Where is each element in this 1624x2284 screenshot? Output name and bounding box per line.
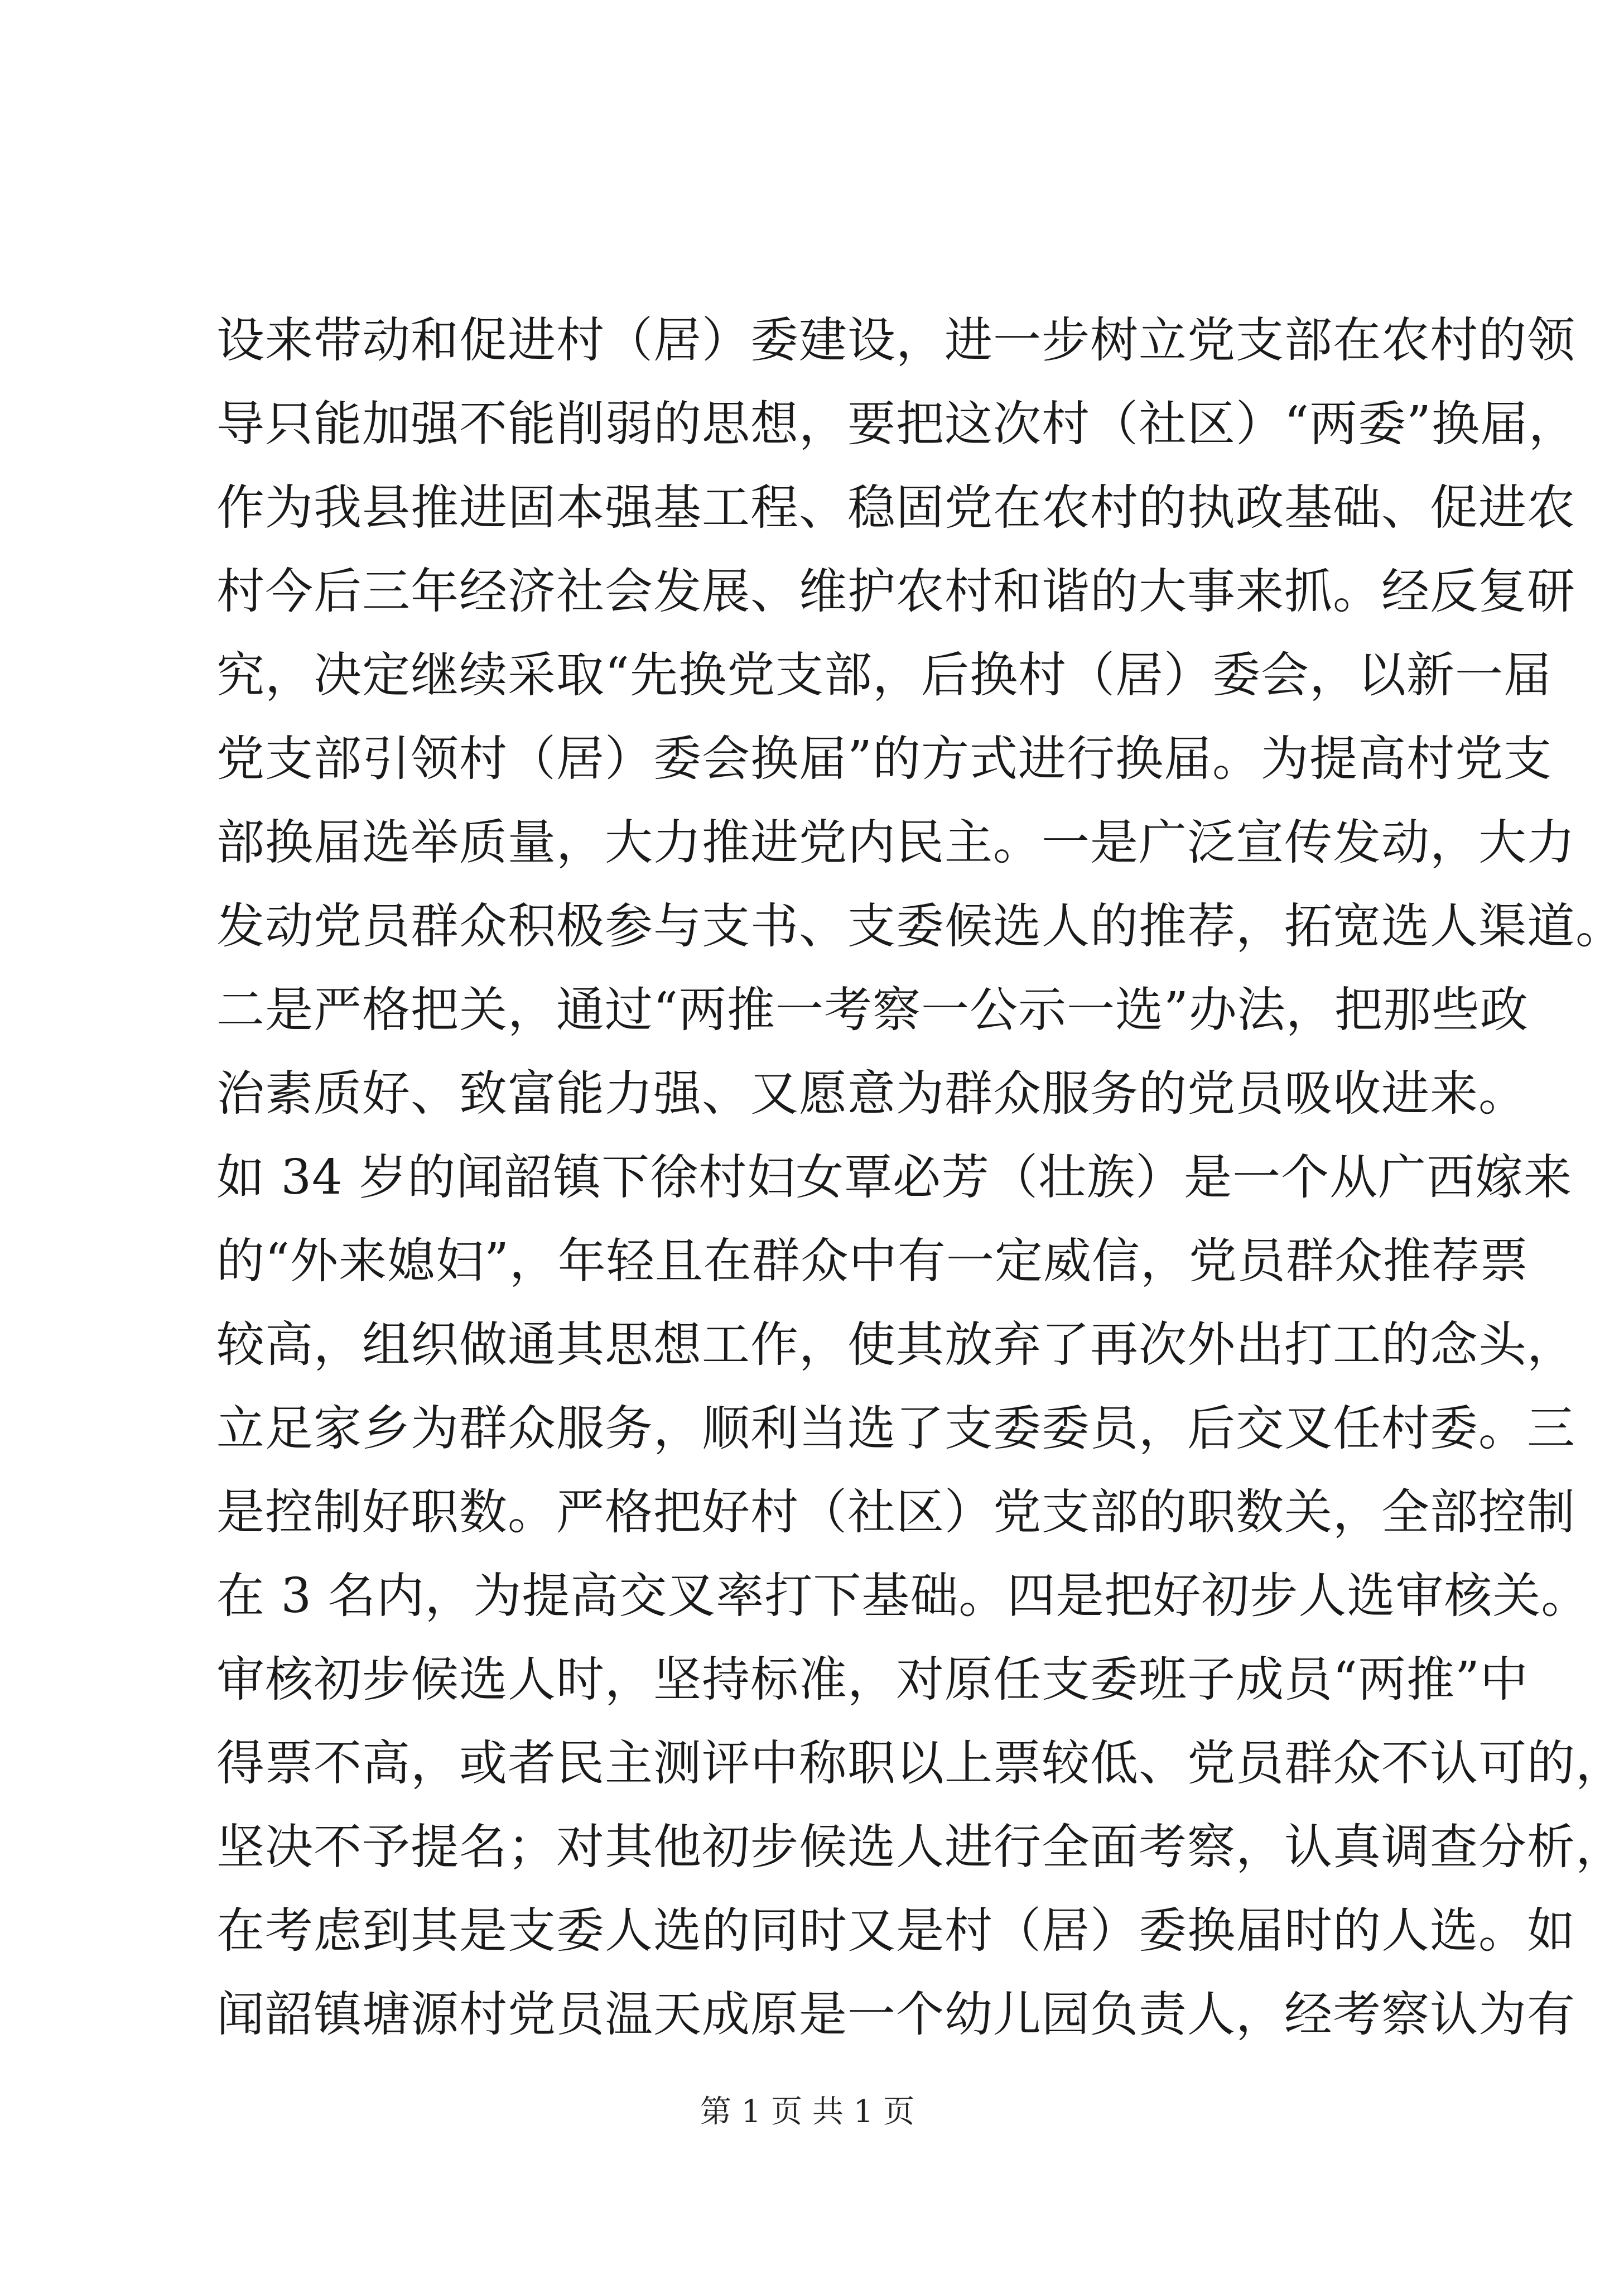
text-line: 在 3 名内，为提高交叉率打下基础。四是把好初步人选审核关。 [216, 1568, 1590, 1624]
text-line: 立足家乡为群众服务，顺利当选了支委委员，后交叉任村委。三 [216, 1401, 1575, 1456]
page-footer [0, 2090, 1615, 2134]
text-line: 是控制好职数。严格把好村（社区）党支部的职数关，全部控制 [216, 1484, 1575, 1540]
page-number-label: 第 1 页 共 1 页 [700, 2094, 915, 2130]
text-line: 部换届选举质量，大力推进党内民主。一是广泛宣传发动，大力 [216, 815, 1575, 871]
text-line: 导只能加强不能削弱的思想，要把这次村（社区）“两委”换届， [216, 396, 1577, 452]
text-line: 作为我县推进固本强基工程、稳固党在农村的执政基础、促进农 [216, 480, 1575, 536]
text-line: 得票不高，或者民主测评中称职以上票较低、党员群众不认可的， [216, 1735, 1624, 1791]
text-line: 坚决不予提名；对其他初步候选人进行全面考察，认真调查分析， [216, 1819, 1624, 1875]
document-body [216, 299, 1624, 2056]
text-line: 治素质好、致富能力强、又愿意为群众服务的党员吸收进来。 [216, 1066, 1527, 1122]
text-line: 村今后三年经济社会发展、维护农村和谐的大事来抓。经反复研 [216, 564, 1575, 619]
text-line: 较高，组织做通其思想工作，使其放弃了再次外出打工的念头， [216, 1317, 1575, 1373]
text-line: 发动党员群众积极参与支书、支委候选人的推荐，拓宽选人渠道。 [216, 898, 1624, 954]
text-line: 设来带动和促进村（居）委建设，进一步树立党支部在农村的领 [216, 312, 1575, 368]
text-line: 究，决定继续采取“先换党支部，后换村（居）委会，以新一届 [216, 647, 1552, 703]
text-line: 在考虑到其是支委人选的同时又是村（居）委换届时的人选。如 [216, 1903, 1575, 1959]
text-line: 二是严格把关，通过“两推一考察一公示一选”办法，把那些政 [216, 982, 1529, 1038]
text-line: 如 34 岁的闻韶镇下徐村妇女覃必芳（壮族）是一个从广西嫁来 [216, 1150, 1573, 1205]
text-line: 党支部引领村（居）委会换届”的方式进行换届。为提高村党支 [216, 731, 1552, 787]
text-line: 审核初步候选人时，坚持标准，对原任支委班子成员“两推”中 [216, 1652, 1529, 1708]
text-line: 的“外来媳妇”，年轻且在群众中有一定威信，党员群众推荐票 [216, 1233, 1529, 1289]
text-line: 闻韶镇塘源村党员温天成原是一个幼儿园负责人，经考察认为有 [216, 1987, 1575, 2042]
